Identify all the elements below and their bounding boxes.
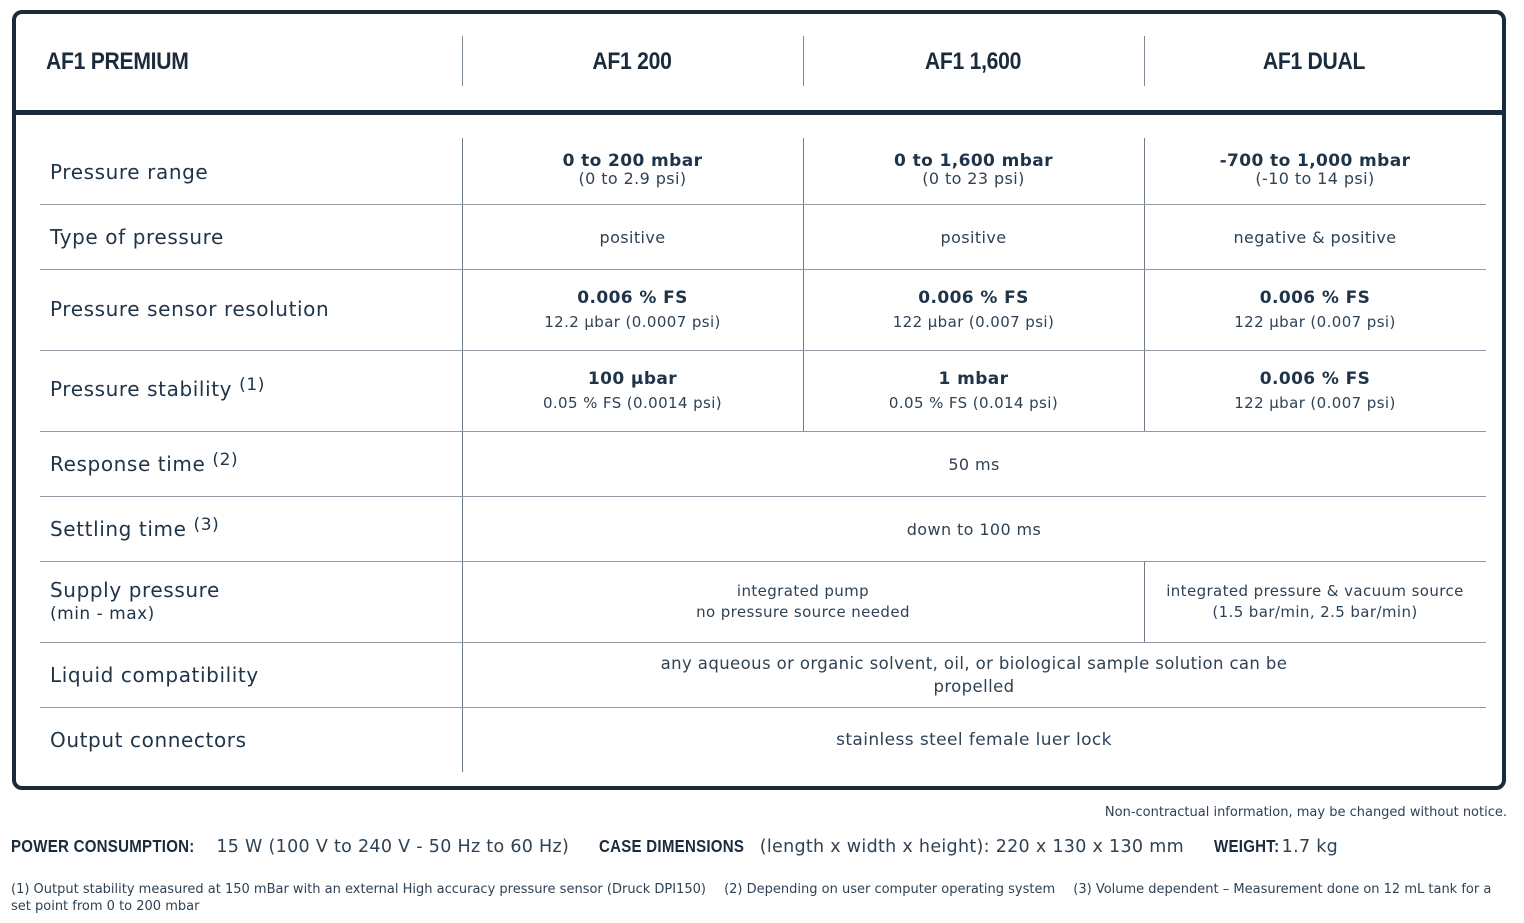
table-row-response-time [40, 432, 1486, 497]
footnote-1: (1) Output stability measured at 150 mBar with an external High accuracy pressure sensor (Druck DPI150) [11, 882, 706, 897]
cell-af1-1600 [803, 369, 1144, 414]
table-row-pressure-stability [40, 351, 1486, 432]
cell-sub: 12.2 µbar (0.0007 psi) [544, 313, 721, 331]
cell-af1-dual [1144, 369, 1486, 414]
row-label [50, 450, 238, 476]
table-row-sensor-resolution [40, 270, 1486, 351]
general-specs [11, 836, 1338, 857]
table-row-pressure-range [40, 138, 1486, 205]
row-label: Output connectors [50, 728, 247, 752]
row-label-text: Response time [50, 452, 206, 476]
cell-line: any aqueous or organic solvent, oil, or biological sample solution can be [660, 654, 1288, 673]
power-value: 15 W (100 V to 240 V - 50 Hz to 60 Hz) [216, 837, 570, 857]
row-label: Liquid compatibility [50, 663, 259, 687]
footnote-ref: (2) [212, 450, 239, 470]
cell-all-models [462, 652, 1486, 698]
table-row-supply-pressure [40, 562, 1486, 643]
cell-af1-1600 [803, 152, 1144, 188]
cell-af1-200 [462, 152, 803, 188]
header-model-family: AF1 PREMIUM [46, 48, 189, 75]
cell-all-models: down to 100 ms [906, 520, 1042, 539]
cell-main: -700 to 1,000 mbar [1219, 151, 1411, 171]
table-row-settling-time [40, 497, 1486, 562]
row-label-text: Supply pressure [50, 578, 220, 602]
cell-main: 1 mbar [938, 369, 1009, 389]
table-header [16, 14, 1502, 115]
cell-af1-dual [1144, 288, 1486, 333]
case-value: (length x width x height): 220 x 130 x 130 mm [759, 837, 1184, 857]
cell-sub: 122 µbar (0.007 psi) [892, 313, 1055, 331]
row-label: Type of pressure [50, 225, 224, 249]
cell-af1-dual: negative & positive [1233, 228, 1397, 247]
cell-af1-1600 [803, 288, 1144, 333]
row-label-text: Pressure stability [50, 377, 233, 401]
cell-all-models: 50 ms [948, 455, 1000, 474]
table-row-output-connectors [40, 708, 1486, 772]
cell-sub: 122 µbar (0.007 psi) [1234, 313, 1396, 331]
cell-main: 100 µbar [587, 369, 678, 389]
row-label [50, 578, 220, 624]
footnote-3: (3) Volume dependent – Measurement done on 12 mL tank for a set point from 0 to 200 mbar [11, 882, 1492, 914]
footnote-ref: (3) [193, 515, 220, 535]
table-row-type-of-pressure [40, 205, 1486, 270]
row-label [50, 515, 219, 541]
cell-line: propelled [933, 677, 1015, 696]
row-label: Pressure sensor resolution [50, 297, 330, 321]
header-af1-200: AF1 200 [592, 48, 672, 75]
cell-all-models: stainless steel female luer lock [836, 730, 1112, 750]
cell-line: integrated pressure & vacuum source [1166, 582, 1464, 600]
header-af1-1600: AF1 1,600 [924, 48, 1022, 75]
weight-key: WEIGHT: [1213, 836, 1280, 856]
header-divider [803, 36, 804, 86]
cell-af1-200-1600 [462, 581, 1144, 623]
header-divider [1144, 36, 1145, 86]
cell-sub: (0 to 23 psi) [922, 169, 1025, 188]
row-sublabel: (min - max) [50, 604, 155, 624]
footnote-2: (2) Depending on user computer operating system [724, 882, 1056, 897]
cell-af1-200: positive [599, 228, 666, 247]
cell-line: integrated pump [736, 582, 870, 600]
cell-main: 0.006 % FS [577, 288, 688, 308]
cell-sub: (0 to 2.9 psi) [578, 169, 687, 188]
cell-af1-1600: positive [940, 228, 1007, 247]
weight-value: 1.7 kg [1281, 837, 1339, 857]
cell-line: no pressure source needed [696, 603, 910, 621]
spec-table [12, 10, 1506, 790]
footnotes [11, 881, 1511, 915]
table-row-liquid-compatibility [40, 643, 1486, 708]
cell-af1-dual [1144, 152, 1486, 188]
case-key: CASE DIMENSIONS [599, 836, 745, 856]
power-key: POWER CONSUMPTION: [11, 836, 195, 856]
cell-af1-dual [1144, 581, 1486, 623]
cell-af1-200 [462, 288, 803, 333]
row-label-text: Settling time [50, 517, 187, 541]
row-label [50, 375, 265, 401]
cell-main: 0 to 200 mbar [562, 151, 703, 171]
row-label: Pressure range [50, 160, 209, 184]
cell-line: (1.5 bar/min, 2.5 bar/min) [1212, 603, 1418, 621]
cell-sub: (-10 to 14 psi) [1255, 169, 1375, 188]
header-af1-dual: AF1 DUAL [1262, 48, 1366, 75]
cell-af1-200 [462, 369, 803, 414]
cell-main: 0.006 % FS [918, 288, 1029, 308]
cell-sub: 0.05 % FS (0.0014 psi) [542, 394, 723, 412]
footnote-ref: (1) [239, 375, 265, 395]
cell-sub: 122 µbar (0.007 psi) [1234, 394, 1396, 412]
cell-sub: 0.05 % FS (0.014 psi) [888, 394, 1059, 412]
cell-main: 0.006 % FS [1259, 369, 1371, 389]
cell-main: 0 to 1,600 mbar [894, 151, 1053, 171]
cell-main: 0.006 % FS [1259, 288, 1371, 308]
disclaimer-note: Non-contractual information, may be changed without notice. [1104, 805, 1507, 820]
header-divider [462, 36, 463, 86]
